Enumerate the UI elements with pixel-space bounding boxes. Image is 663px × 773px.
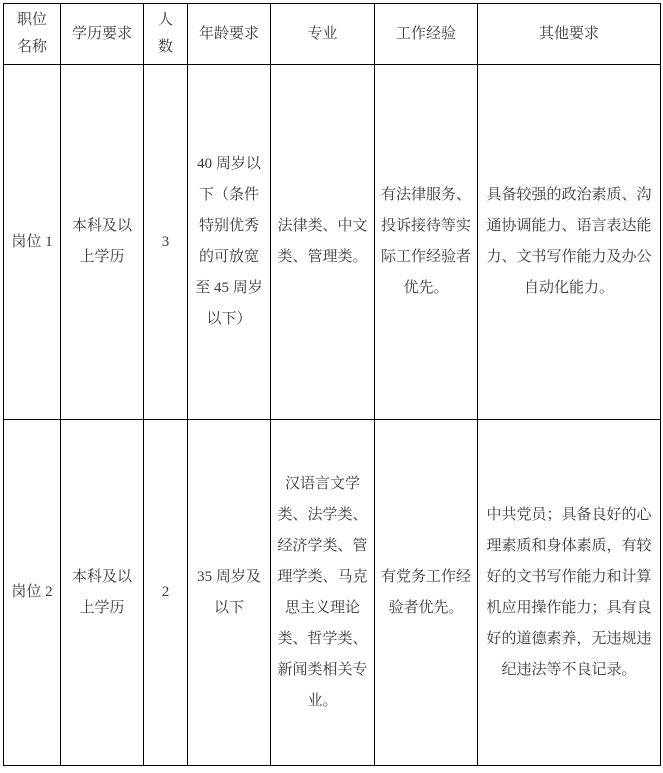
cell-position-1-experience: 有法律服务、投诉接待等实际工作经验者优先。 (375, 65, 478, 420)
header-experience-label: 工作经验 (395, 25, 456, 42)
recruitment-requirements-table (3, 3, 661, 766)
cell-position-1-name: 岗位 1 (4, 65, 61, 420)
cell-position-1-other: 具备较强的政治素质、沟通协调能力、语言表达能力、文书写作能力及办公自动化能力。 (478, 65, 661, 420)
header-age (188, 4, 271, 65)
table-row-position-2 (4, 420, 661, 766)
cell-position-1-headcount: 3 (144, 65, 188, 420)
cell-position-2-headcount: 2 (144, 420, 188, 766)
header-major (271, 4, 375, 65)
cell-position-2-age: 35 周岁及以下 (188, 420, 271, 766)
table-header-row (4, 4, 661, 65)
header-other-label: 其他要求 (538, 25, 599, 42)
cell-position-1-age: 40 周岁以下（条件特别优秀的可放宽至 45 周岁以下） (188, 65, 271, 420)
header-position-label: 职位名称 (16, 12, 47, 55)
table-row-position-1 (4, 65, 661, 420)
cell-position-2-major: 汉语言文学类、法学类、经济学类、管理学类、马克思主义理论类、哲学类、新闻类相关专业。 (271, 420, 375, 766)
cell-position-2-other: 中共党员；具备良好的心理素质和身体素质，有较好的文书写作能力和计算机应用操作能力；具有良好的道德素养，无违规违纪违法等不良记录。 (478, 420, 661, 766)
header-major-label: 专业 (307, 25, 338, 42)
header-education-label: 学历要求 (71, 25, 132, 42)
header-position (4, 4, 61, 65)
header-other (478, 4, 661, 65)
header-headcount-label: 人数 (157, 12, 173, 55)
cell-position-2-name: 岗位 2 (4, 420, 61, 766)
header-experience (375, 4, 478, 65)
header-age-label: 年龄要求 (198, 25, 259, 42)
cell-position-2-education: 本科及以上学历 (61, 420, 144, 766)
cell-position-1-major: 法律类、中文类、管理类。 (271, 65, 375, 420)
cell-position-1-education: 本科及以上学历 (61, 65, 144, 420)
header-education (61, 4, 144, 65)
cell-position-2-experience: 有党务工作经验者优先。 (375, 420, 478, 766)
header-headcount (144, 4, 188, 65)
